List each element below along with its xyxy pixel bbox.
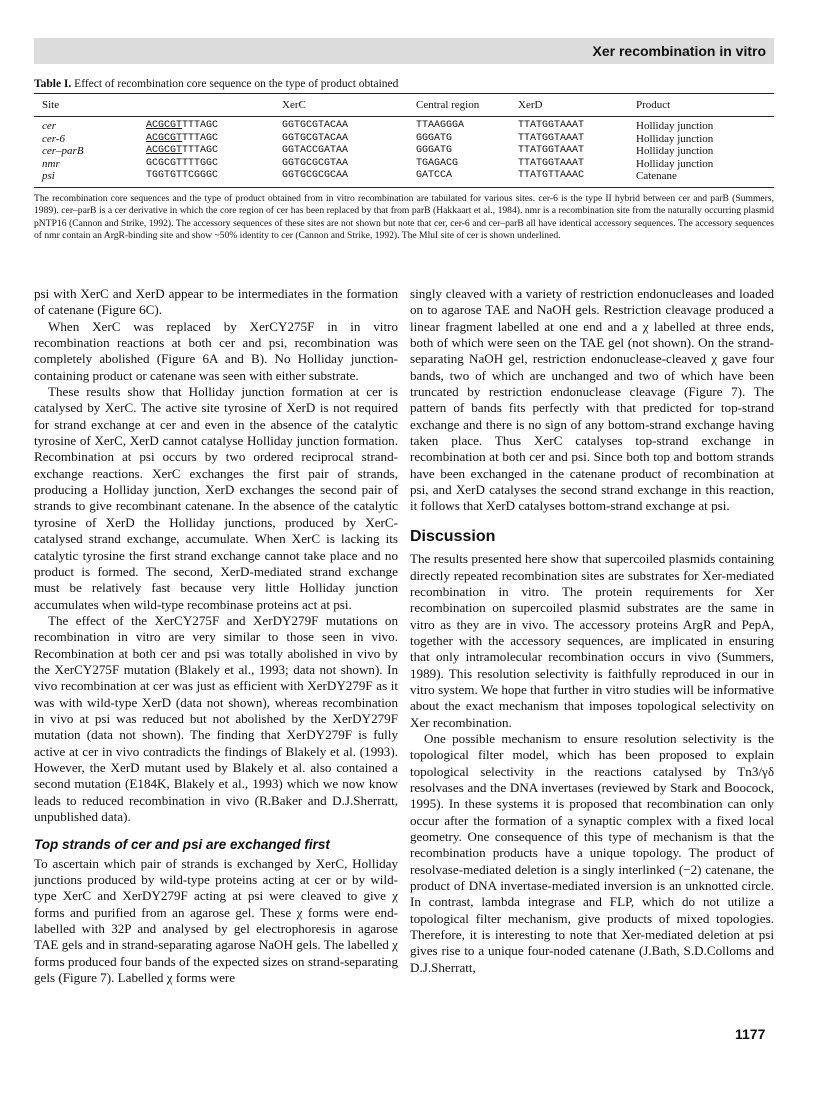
page-number: 1177 <box>735 1026 766 1042</box>
site-name: cer–parB <box>42 145 84 158</box>
core-sequence <box>146 170 218 183</box>
table-caption <box>34 78 774 90</box>
sequence-text: GCGCGTTTTGGC <box>146 157 219 169</box>
mlui-site-underlined: ACGCGT <box>146 120 183 131</box>
product-type: Holliday junction <box>636 145 714 158</box>
mlui-site-underlined: ACGCGT <box>146 132 183 144</box>
table-header-row <box>34 93 774 117</box>
left-column <box>34 286 398 986</box>
paragraph: psi with XerC and XerD appear to be intermediates in the formation of catenane (Figure 6C). <box>34 286 398 318</box>
paragraph: When XerC was replaced by XerCY275F in in vitro recombination reactions at both cer and psi, recombination was completely abolished (Figure 6A and B). No Holliday junction-containing product or catenane was seen with either substrate. <box>34 318 398 383</box>
paragraph: One possible mechanism to ensure resolution selectivity is the topological filter model, which has been proposed to explain topological selectivity in the reactions catalysed by Tn3/γδ resolvases and the DNA invertases (reviewed by Stark and Boocock, 1995). In these systems it is proposed that recombination can only occur after the formation of a synaptic complex with a fixed local geometry. One consequence of this type of mechanism is that the recombination products have a unique topology. The product of resolvase-mediated deletion is a singly interlinked (−2) catenane, the product of DNA invertase-mediated inversion is an unknotted circle. In contrast, lambda integrase and FLP, which do not utilize a topological filter mechanism, give products of mixed topologies. Therefore, it is interesting to note that Xer-mediated deletion at psi gives rise to a unique four-noded catenane (J.Bath, S.D.Colloms and D.J.Sherratt, <box>410 730 774 975</box>
right-column <box>410 286 774 976</box>
table-row <box>34 133 774 146</box>
table-footnote: The recombination core sequences and the type of product obtained from in vitro recombination are tabulated for various sites. cer-6 is the type II hybrid between cer and parB (Summers, 1989). cer–parB is a cer derivative in which the core region of cer has been replaced by that from parB (Hakkaart et al., 1984). nmr is a recombination site from the naturally occurring plasmid pNTP16 (Cannon and Strike, 1992). The accessory sequences of these sites are not shown but note that cer, cer-6 and cer–parB all have identical accessory sequences. The accessory sequences of nmr contain an ArgR-binding site and show ~50% identity to cer (Cannon and Strike, 1992). The MluI site of cer is shown underlined. <box>34 193 774 241</box>
xerc-sequence: GGTGCGCGTAA <box>282 157 349 169</box>
central-region-sequence: TGAGACG <box>416 157 459 169</box>
xerd-sequence: TTATGGTAAAT <box>518 145 585 157</box>
product-type: Holliday junction <box>636 120 714 132</box>
section-heading: Discussion <box>410 527 496 545</box>
table-row <box>34 158 774 171</box>
paragraph: singly cleaved with a variety of restriction endonucleases and loaded on to agarose TAE and NaOH gels. Restriction cleavage produced a linear fragment labelled at one end and a χ labelled at three ends, both of which were seen on the TAE gel (not shown). On the strand-separating NaOH gel, restriction endonuclease-cleaved χ gave four bands, two of which are unchanged and two of which have been truncated by restriction endonuclease cleavage (Figure 7). The pattern of bands fits perfectly with that predicted for top-strand exchange and there is no sign of any bottom-strand exchange having taken place. Thus XerC catalyses top-strand exchange in recombination at both cer and psi. Since both top and bottom strands have been exchanged in the catenane product of recombination at psi, and XerD catalyses the second strand exchange in this reaction, it follows that XerD catalyses bottom-strand exchange at psi. <box>410 286 774 514</box>
product-type: Holliday junction <box>636 157 714 170</box>
table-row <box>34 170 774 183</box>
xerc-sequence: GGTGCGCGCAA <box>282 170 349 182</box>
product-type: Catenane <box>636 170 677 183</box>
paragraph: The effect of the XerCY275F and XerDY279F mutations on recombination in vitro are very similar to those seen in vivo. Recombination at both cer and psi was totally abolished in vivo by the XerCY275F mutation (Blakely et al., 1993; data not shown). In vivo recombination at cer was just as efficient with XerDY279F as it was with wild-type XerD (data not shown), whereas recombination in vivo at psi was reduced but not abolished by the XerDY279F mutation (data not shown). The finding that XerDY279F is fully active at cer in vivo contradicts the findings of Blakely et al. (1993). However, the XerD mutant used by Blakely et al. also contained a second mutation (E184K, Blakely et al., 1993) which we now know leads to reduced recombination in vivo (R.Baker and D.J.Sherratt, unpublished data). <box>34 612 398 824</box>
sequence-table <box>34 93 774 188</box>
central-region-sequence: GGGATG <box>416 145 453 157</box>
header-product: Product <box>636 99 671 111</box>
header-site: Site <box>42 99 60 111</box>
xerc-sequence: GGTGCGTACAA <box>282 132 349 144</box>
core-sequence <box>146 158 218 171</box>
sequence-text: TGGTGTTCGGGC <box>146 170 219 182</box>
central-region-sequence: GATCCA <box>416 170 453 182</box>
site-name: cer-6 <box>42 132 65 145</box>
table-row <box>34 120 774 133</box>
sequence-text: TTTAGC <box>182 132 219 144</box>
header-xerd: XerD <box>518 99 543 111</box>
header-central-region: Central region <box>416 99 480 111</box>
xerd-sequence: TTATGGTAAAT <box>518 157 585 169</box>
paragraph: To ascertain which pair of strands is exchanged by XerC, Holliday junctions produced by wild-type proteins acting at cer or by wild-type XerC and XerDY279F acting at psi were cleaved to give χ forms and purified from an agarose gel. These χ forms were end-labelled with 32P and analysed by gel electrophoresis in agarose TAE gels and in strand-separating agarose NaOH gels. The labelled χ forms produced four bands of the expected sizes on strand-separating gels (Figure 7). Labelled χ forms were <box>34 855 398 986</box>
core-sequence <box>146 120 218 133</box>
header-xerc: XerC <box>282 99 306 111</box>
xerd-sequence: TTATGGTAAAT <box>518 120 585 131</box>
section-subheading: Top strands of cer and psi are exchanged first <box>34 837 330 853</box>
xerd-sequence: TTATGGTAAAT <box>518 132 585 144</box>
core-sequence <box>146 133 218 146</box>
core-sequence <box>146 145 218 158</box>
sequence-text: TTTAGC <box>182 120 219 131</box>
table-caption-label: Table I. <box>34 78 72 90</box>
paragraph: These results show that Holliday junction formation at cer is catalysed by XerC. The active site tyrosine of XerD is not required for strand exchange at cer and even in the absence of the catalytic tyrosine of XerC, XerD cannot catalyse Holliday junction formation. Recombination at psi occurs by two ordered reciprocal strand-exchange reactions. XerC exchanges the first pair of strands, producing a Holliday junction, XerD exchanges the second pair of strands to give recombinant catenane. In the absence of the catalytic tyrosine of XerD the Holliday junctions, produced by XerC-catalysed strand exchange, accumulate. When XerC is lacking its catalytic tyrosine the first strand exchange cannot take place and no product is formed. The second, XerD-mediated strand exchange must be relatively fast because very little Holliday junction accumulates when wild-type recombinase proteins act at psi. <box>34 384 398 612</box>
table-body <box>34 117 774 188</box>
mlui-site-underlined: ACGCGT <box>146 145 183 157</box>
site-name: psi <box>42 170 55 183</box>
sequence-text: TTTAGC <box>182 145 219 157</box>
running-head: Xer recombination in vitro <box>34 38 774 64</box>
xerc-sequence: GGTACCGATAA <box>282 145 349 157</box>
site-name: cer <box>42 120 57 132</box>
central-region-sequence: GGGATG <box>416 132 453 144</box>
xerc-sequence: GGTGCGTACAA <box>282 120 349 131</box>
product-type: Holliday junction <box>636 132 714 145</box>
table-row <box>34 145 774 158</box>
table-caption-text: Effect of recombination core sequence on the type of product obtained <box>74 78 399 90</box>
xerd-sequence: TTATGTTAAAC <box>518 170 585 182</box>
paragraph: The results presented here show that supercoiled plasmids containing directly repeated recombination sites are substrates for Xer-mediated recombination in vitro. The protein requirements for Xer recombination on supercoiled plasmid substrates are the same in vitro as they are in vivo. The accessory proteins ArgR and PepA, together with the accessory sequences, are implicated in ensuring that only intramolecular recombination occurs in vivo (Summers, 1989). This resolution selectivity is faithfully reproduced in our in vitro system. We hope that further in vitro studies will be informative about the exact mechanism that imposes topological selectivity on Xer recombination. <box>410 551 774 730</box>
central-region-sequence: TTAAGGGA <box>416 120 465 131</box>
site-name: nmr <box>42 157 60 170</box>
